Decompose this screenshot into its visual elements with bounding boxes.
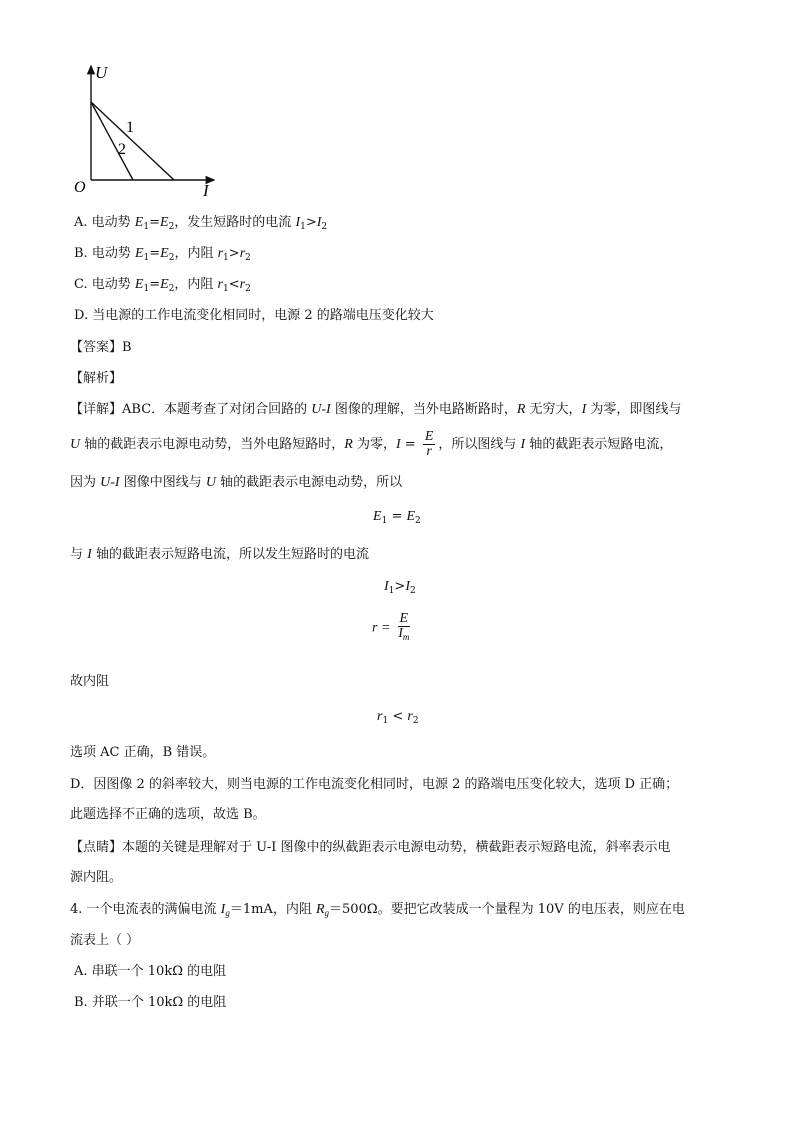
detail-line-3: 因为 U-I 图像中图线与 U 轴的截距表示电源电动势，所以: [70, 475, 403, 490]
fraction-e-over-im: $\frac{E}{I_m}$: [398, 611, 410, 642]
question-4-line-2: 流表上（ ）: [70, 933, 140, 948]
answer: [70, 339, 132, 357]
y-axis-label: U: [95, 63, 108, 82]
detail-line-8: 此题选择不正确的选项，故选 B。: [70, 807, 266, 822]
detail-line-7: D．因图像 2 的斜率较大，则当电源的工作电流变化相同时，电源 2 的路端电压变化较大，选项 D 正确；: [70, 777, 679, 792]
equation-i1-i2: $I_1>I_2$: [384, 579, 416, 596]
detail-line-2: U 轴的截距表示电源电动势，当外电路短路时，R 为零，I = $\frac{E}{r}$ ，所以图线与 I 轴的截距表示短路电流，: [70, 429, 673, 459]
analysis-label: 【解析】: [70, 371, 123, 386]
option-b: B. 电动势 $E_1=E_2$，内阻 $r_1>r_2$: [74, 246, 251, 263]
option-c: C. 电动势 $E_1=E_2$，内阻 $r_1<r_2$: [74, 277, 251, 294]
line-1: [91, 102, 174, 180]
question-4-option-b: B. 并联一个 10kΩ 的电阻: [74, 995, 227, 1010]
equation-e1-e2: $E_1 = E_2$: [373, 509, 421, 526]
tip-line-2: 源内阻。: [70, 870, 123, 885]
x-axis-label: I: [203, 181, 209, 200]
detail-line-1: 【详解】ABC．本题考查了对闭合回路的 U-I 图像的理解，当外电路断路时，R 无穷大，I 为零，即图线与: [70, 402, 682, 417]
equation-r1-r2: $r_1 < r_2$: [377, 709, 419, 726]
answer-label: 【答案】: [70, 340, 123, 355]
option-d: D. 当电源的工作电流变化相同时，电源 2 的路端电压变化较大: [74, 308, 434, 323]
origin-label: O: [74, 179, 86, 196]
detail-line-6: 选项 AC 正确，B 错误。: [70, 745, 216, 760]
answer-value: B: [122, 340, 132, 355]
line-1-label: 1: [126, 119, 134, 136]
ui-graph: [70, 58, 230, 203]
fraction-e-over-r: $\frac{E}{r}$: [424, 429, 434, 459]
line-2: [91, 102, 133, 180]
question-4-option-a: A. 串联一个 10kΩ 的电阻: [74, 964, 227, 979]
line-2-label: 2: [118, 141, 126, 158]
equation-r: r = $\frac{E}{I_m}$: [372, 611, 410, 642]
option-a: A. 电动势 $E_1=E_2$，发生短路时的电流 $I_1>I_2$: [74, 215, 328, 232]
detail-line-4: 与 I 轴的截距表示短路电流，所以发生短路时的电流: [70, 547, 369, 562]
tip-line-1: 【点睛】本题的关键是理解对于 U-I 图像中的纵截距表示电源电动势，横截距表示短路电流，斜率表示电: [70, 840, 671, 855]
question-4-line-1: 4. 一个电流表的满偏电流 $I_g=1mA$，内阻 $R_g=500\Omega$。要把它改装成一个量程为 10V 的电压表，则应在电: [70, 902, 685, 918]
detail-line-5: 故内阻: [70, 674, 110, 689]
